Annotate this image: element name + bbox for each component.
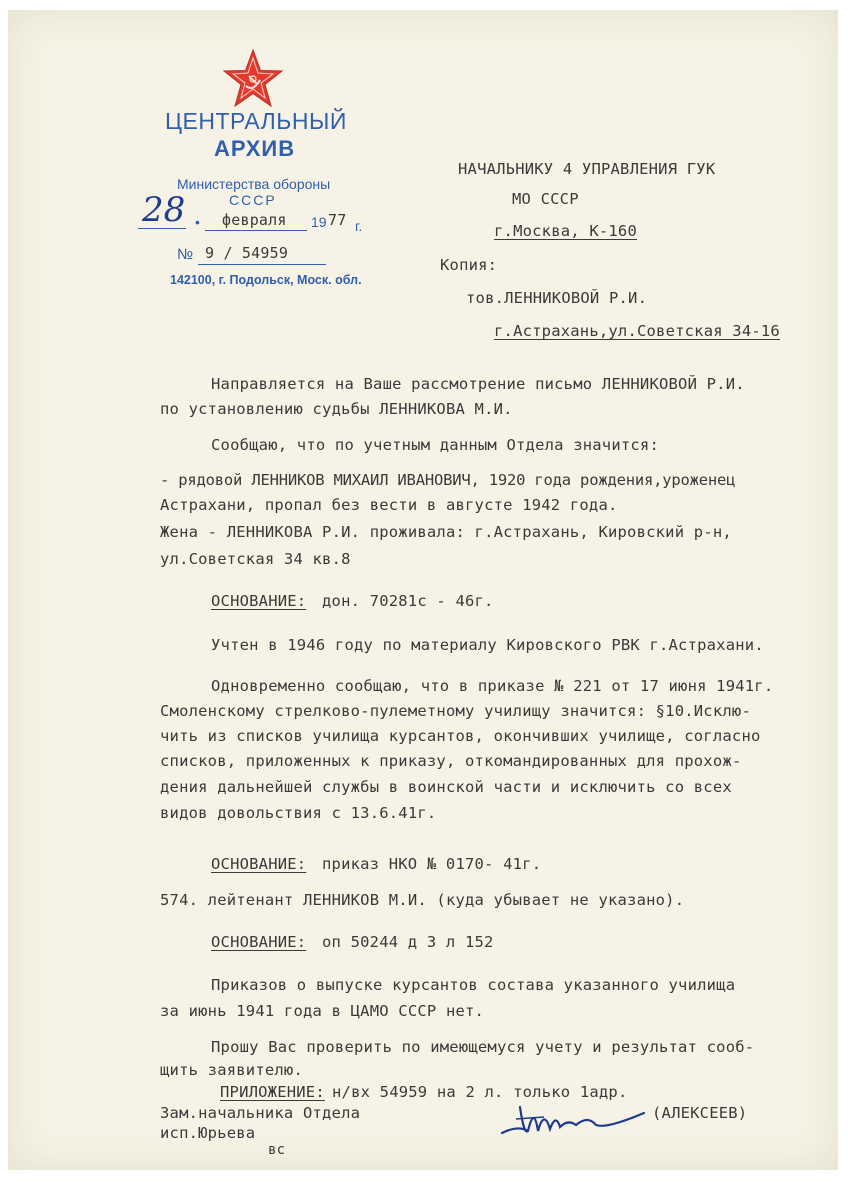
p5-line4: списков, приложенных к приказу, откомандированных для прохож- <box>160 752 742 770</box>
p3-line1: - рядовой ЛЕННИКОВ МИХАИЛ ИВАНОВИЧ, 1920 года рождения,уроженец <box>160 471 736 489</box>
p5-line2: Смоленскому стрелково-пулеметному училищу значится: §10.Исклю- <box>160 702 751 720</box>
p8-line1: Прошу Вас проверить по имеющемуся учету и результат сооб- <box>211 1038 755 1056</box>
stamp-number: 9 / 54959 <box>205 244 289 262</box>
p8-line2: щить заявителю. <box>160 1061 303 1079</box>
p2: Сообщаю, что по учетным данным Отдела значится: <box>211 436 659 454</box>
addressee-line1: НАЧАЛЬНИКУ 4 УПРАВЛЕНИЯ ГУК <box>458 160 716 178</box>
handwritten-signature <box>498 1095 646 1143</box>
stamp-day-underline <box>138 228 186 229</box>
document-page <box>8 10 838 1170</box>
p5-line1: Одновременно сообщаю, что в приказе № 221 от 17 июня 1941г. <box>211 677 774 695</box>
attachment-label: ПРИЛОЖЕНИЕ: <box>220 1083 325 1101</box>
stamp-month-underline <box>205 230 307 231</box>
basis2-label: ОСНОВАНИЕ: <box>211 855 307 873</box>
p5-line5: дения дальнейшей службы в воинской части и исключить со всех <box>160 778 732 796</box>
basis1-text: дон. 70281с - 46г. <box>322 592 494 610</box>
p5-line3: чить из списков училища курсантов, окончивших училище, согласно <box>160 727 761 745</box>
stamp-ministry-line1: Министерства обороны <box>177 176 331 192</box>
stamp-org-line1: ЦЕНТРАЛЬНЫЙ <box>165 108 347 134</box>
stamp-year-unit: г. <box>355 218 363 234</box>
p1-line1: Направляется на Ваше рассмотрение письмо ЛЕННИКОВОЙ Р.И. <box>211 375 745 393</box>
p7-line1: Приказов о выпуске курсантов состава указанного училища <box>211 976 736 994</box>
red-star-emblem <box>222 48 284 110</box>
typist-initials: вс <box>268 1142 286 1158</box>
p3-line4: ул.Советская 34 кв.8 <box>160 550 351 568</box>
signer-position: Зам.начальника Отдела <box>160 1104 361 1122</box>
stamp-year-suffix: 77 <box>328 211 347 229</box>
addressee-line3: г.Москва, К-160 <box>494 222 637 240</box>
p7-line2: за июнь 1941 года в ЦАМО СССР нет. <box>160 1002 485 1020</box>
p6: 574. лейтенант ЛЕННИКОВ М.И. (куда убывает не указано). <box>160 891 685 909</box>
p5-line6: видов довольствия с 13.6.41г. <box>160 804 437 822</box>
p1-line2: по установлению судьбы ЛЕННИКОВА М.И. <box>160 400 513 418</box>
executor: исп.Юрьева <box>160 1124 256 1142</box>
stamp-year-prefix: 19 <box>311 214 327 230</box>
p4: Учтен в 1946 году по материалу Кировского РВК г.Астрахани. <box>211 636 764 654</box>
p3-line2: Астрахани, пропал без вести в августе 1942 года. <box>160 496 618 514</box>
stamp-month: февраля <box>222 211 287 229</box>
basis2-text: приказ НКО № 0170- 41г. <box>322 855 542 873</box>
copy-line2: г.Астрахань,ул.Советская 34-16 <box>494 322 780 340</box>
stamp-number-underline <box>198 264 326 265</box>
attachment-text: н/вх 54959 на 2 л. только 1адр. <box>332 1083 628 1101</box>
p3-line3: Жена - ЛЕННИКОВА Р.И. проживала: г.Астрахань, Кировский р-н, <box>160 523 732 541</box>
stamp-day-handwritten: 28 <box>142 190 186 230</box>
stamp-org-line2: АРХИВ <box>214 136 296 161</box>
basis3-label: ОСНОВАНИЕ: <box>211 933 307 951</box>
addressee-line2: МО СССР <box>512 190 579 208</box>
stamp-dot: • <box>195 214 200 230</box>
basis1-label: ОСНОВАНИЕ: <box>211 592 307 610</box>
stamp-ministry-line2: СССР <box>229 192 277 208</box>
copy-line1: тов.ЛЕННИКОВОЙ Р.И. <box>466 289 648 307</box>
signer-name: (АЛЕКСЕЕВ) <box>652 1104 748 1122</box>
stamp-address: 142100, г. Подольск, Моск. обл. <box>170 273 362 287</box>
stamp-number-label: № <box>177 246 194 263</box>
copy-label: Копия: <box>440 256 498 274</box>
basis3-text: оп 50244 д 3 л 152 <box>322 933 494 951</box>
